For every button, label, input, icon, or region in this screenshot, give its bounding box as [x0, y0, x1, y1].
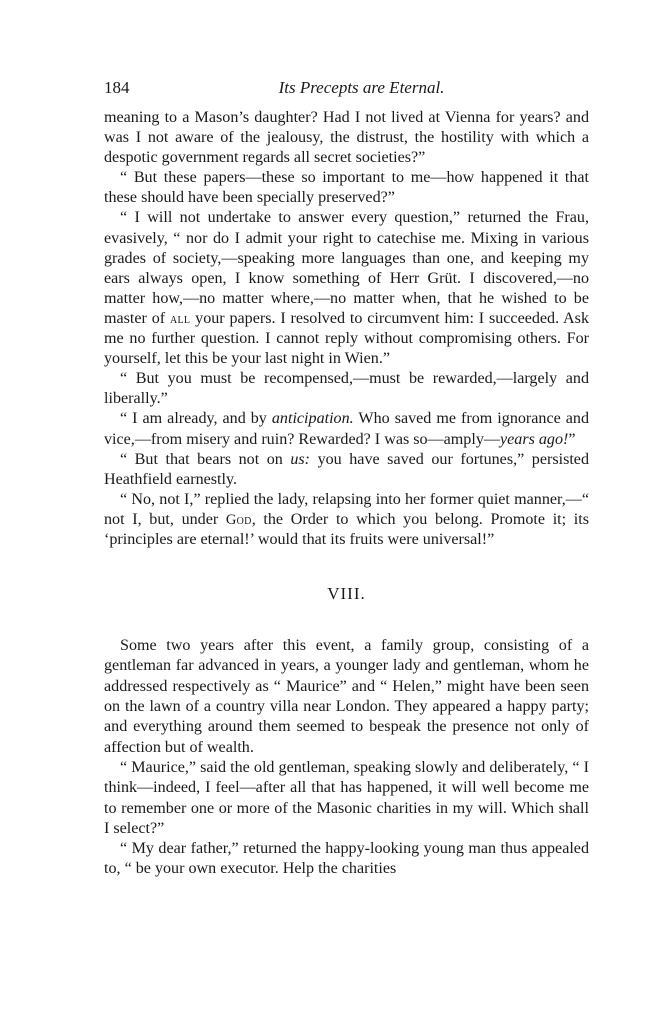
text-run: , the Order to which you belong. Promote it; its ‘principles are eternal!’ would that its fruits were universal!” — [104, 510, 589, 548]
text-run: “ I will not undertake to answer every question,” returned the Frau, evasively, “ nor do I admit your right to catechise me. Mixing in various grades of society,—speaking more languages than one, and keeping my ears always open, I know something of Herr Grüt. I discovered,—no matter how,—no matter where,—no matter when, that he wished to be master of — [104, 209, 589, 327]
paragraph — [104, 369, 589, 409]
text-run: Some two years after this event, a family group, consisting of a gentleman far advanced in years, a younger lady and gentleman, whom he addressed respectively as “ Maurice” and “ Helen,” might have been seen on the lawn of a country villa near London. They appeared a happy party; and everything around them seemed to bespeak the presence not only of affection but of wealth. — [104, 637, 589, 756]
text-run: “ No, not I,” replied the lady, relapsing into her former quiet manner,—“ not I, but, under — [104, 490, 589, 528]
page-number: 184 — [104, 78, 130, 97]
italic-text: years ago! — [499, 430, 569, 448]
section-paragraph-list — [104, 636, 589, 880]
paragraph — [104, 108, 589, 168]
text-run: “ Maurice,” said the old gentleman, speaking slowly and deliberately, “ I think—indeed, I feel—after all that has happened, it will well become me to remember one or more of the Masonic charities in my will. Which shall I select?” — [104, 758, 589, 837]
italic-text: us: — [290, 450, 311, 468]
paragraph — [104, 208, 589, 369]
text-run: “ But these papers—these so important to me—how happened it that these should have been specially preserved?” — [104, 169, 589, 207]
main-text — [104, 108, 589, 880]
paragraph — [104, 409, 589, 449]
italic-text: anticipation. — [271, 410, 354, 428]
section-heading: VIII. — [327, 584, 366, 604]
paragraph — [104, 450, 589, 490]
text-run: meaning to a Mason’s daughter? Had I not lived at Vienna for years? and was I not aware of the jealousy, the distrust, the hostility with which a despotic government regards all secret societies?” — [104, 109, 589, 167]
text-run: “ But that bears not on — [120, 450, 291, 468]
paragraph — [104, 839, 589, 880]
paragraph — [104, 636, 589, 758]
page-header — [104, 78, 589, 106]
paragraph-list — [104, 108, 589, 550]
text-run: “ But you must be recompensed,—must be rewarded,—largely and liberally.” — [104, 370, 589, 408]
text-run: ” — [568, 430, 576, 448]
text-run: you have saved our fortunes,” persisted Heathfield earnestly. — [104, 450, 589, 488]
paragraph — [104, 490, 589, 550]
small-caps-text: all — [169, 310, 191, 327]
paragraph — [104, 758, 589, 839]
small-caps-text: God — [225, 511, 252, 528]
text-run: “ I am already, and by — [120, 410, 272, 428]
text-run: Who saved me from ignorance and vice,—from misery and ruin? Rewarded? I was so—amply— — [104, 410, 589, 448]
text-run: your papers. I resolved to circumvent him: I succeeded. Ask me no further question. I cannot reply without compromising others. For yourself, let this be your last night in Wien.” — [104, 309, 589, 368]
paragraph — [104, 168, 589, 208]
running-head: Its Precepts are Eternal. — [278, 78, 445, 97]
text-run: “ My dear father,” returned the happy-looking young man thus appealed to, “ be your own executor. Help the charities — [104, 840, 589, 878]
